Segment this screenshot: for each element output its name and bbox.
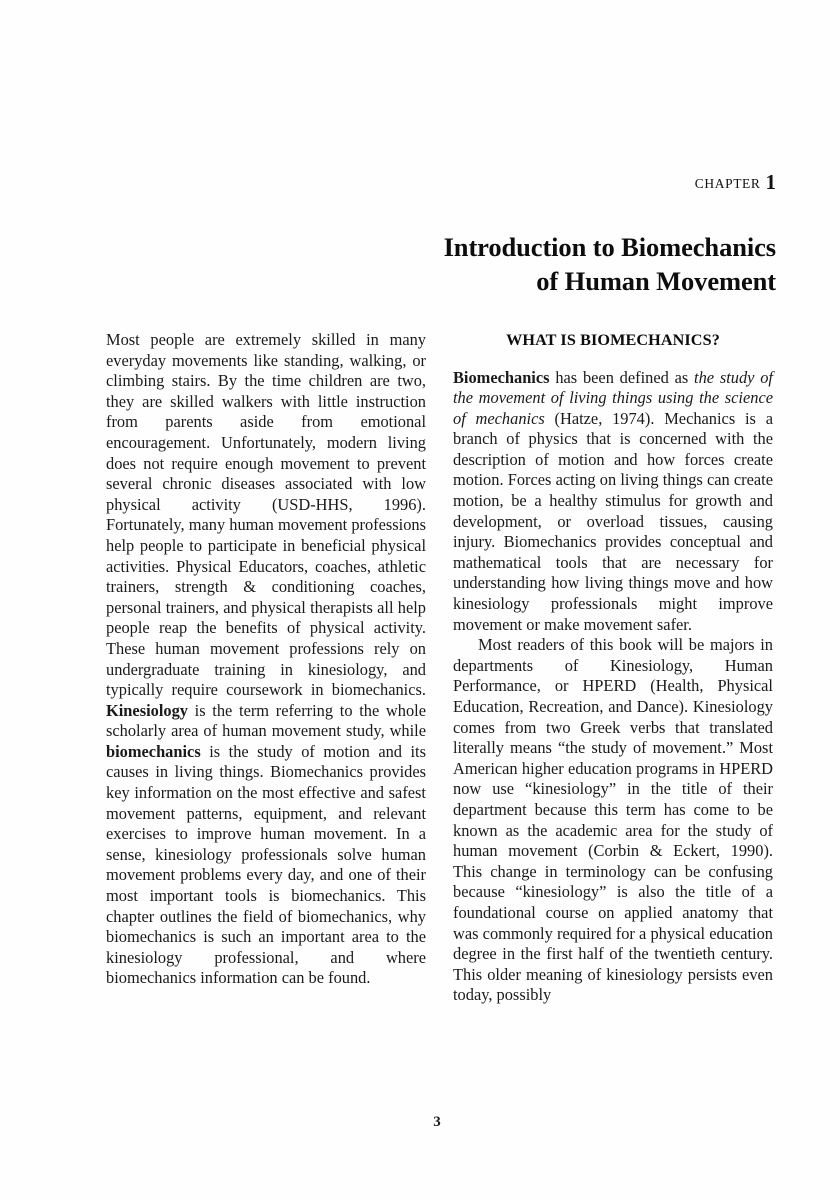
term-kinesiology: Kinesiology xyxy=(106,700,188,720)
paragraph-left-1-run-plain: Most people are extremely skilled in many everyday movements like standing, walking, or climbing stairs. By the time children are two, they are skilled walkers with little instruction from parents aside from emotional encouragement. Unfortunately, modern living does not require enough movement to prevent several chronic diseases associated with low physical activity (USD-HHS, 1996). Fortunately, many human movement professions help people to participate in beneficial physical activities. Physical Educators, coaches, athletic trainers, strength & conditioning coaches, personal trainers, and physical therapists all help people reap the benefits of physical activity. These human movement professions rely on undergraduate training in kinesiology, and typically require coursework in biomechanics. xyxy=(106,330,426,700)
chapter-number: 1 xyxy=(765,170,776,194)
paragraph-right-2: Most readers of this book will be majors in departments of Kinesiology, Human Performance, or HPERD (Health, Physical Education, Recreation, and Dance). Kinesiology comes from two Greek verbs that translated literally means “the study of movement.” Most American higher education programs in HPERD now use “kinesiology” in the title of their department because this term has come to be known as the academic area for the study of human movement (Corbin & Eckert, 1990). This change in terminology can be confusing because “kinesiology” is also the title of a foundational course on applied anatomy that was commonly required for a physical education degree in the first half of the twentieth century. This older meaning of kinesiology persists even today, possibly xyxy=(453,635,773,1005)
page-title-line-2: of Human Movement xyxy=(536,265,776,296)
chapter-label: CHAPTER xyxy=(694,176,761,191)
chapter-eyebrow xyxy=(0,172,776,193)
section-heading-what-is-biomechanics: WHAT IS BIOMECHANICS? xyxy=(506,331,720,349)
paragraph-left-1-run-tail: is the study of motion and its causes in living things. Biomechanics provides key information on the most effective and safest movement patterns, equipment, and relevant exercises to improve human movement. In a sense, kinesiology professionals solve human movement problems every day, and one of their most important tools is biomechanics. This chapter outlines the field of biomechanics, why biomechanics is such an important area to the kinesiology professional, and where biomechanics information can be found. xyxy=(106,741,426,988)
term-biomechanics-lead: Biomechanics xyxy=(453,367,550,387)
column-right xyxy=(453,330,773,1006)
definition-italic: the study of the movement of living things using the science of mechanics xyxy=(453,367,773,428)
page-title-line-1: Introduction to Biomechanics xyxy=(443,231,776,262)
body-columns xyxy=(106,330,776,1070)
paragraph-right-1 xyxy=(453,368,773,636)
page-number: 3 xyxy=(433,1114,441,1130)
column-left xyxy=(106,330,426,989)
paragraph-left-1 xyxy=(106,330,426,989)
term-biomechanics: biomechanics xyxy=(106,741,201,761)
page-title xyxy=(260,230,776,298)
paragraph-right-1-run-rest: (Hatze, 1974). Mechanics is a branch of physics that is concerned with the description of motion and how forces create motion. Forces acting on living things can create motion, be a healthy stimulus for growth and development, or overload tissues, causing injury. Biomechanics provides conceptual and mathematical tools that are necessary for understanding how living things move and how kinesiology professionals might improve movement or make movement safer. xyxy=(453,408,773,634)
paragraph-left-1-run-mid: is the term referring to the whole scholarly area of human movement study, while xyxy=(106,700,426,741)
paragraph-right-1-run-pre: has been defined as xyxy=(549,367,695,387)
